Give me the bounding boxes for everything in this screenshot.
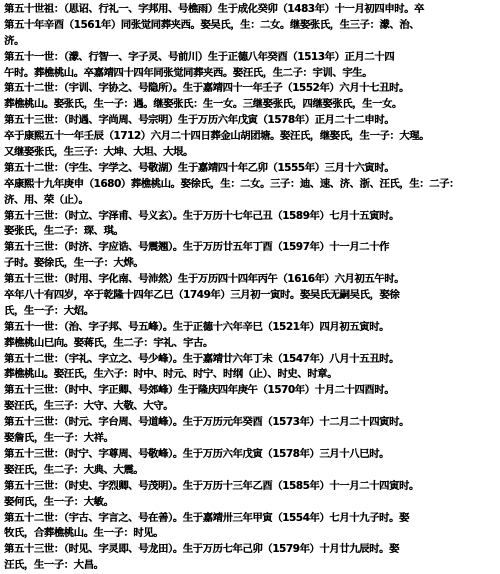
text-line: 第五十三世：（时见、字灵即、号龙田）。生于万历七年己卯（1579年）十月廿九辰时。娶 (4, 543, 399, 556)
text-line: 第五十三世：（时立、字泽甫、号义玄）。生于万历十七年己丑（1589年）七月十五寅时。 (4, 209, 399, 222)
text-line: 卒年八十有四岁，卒于乾隆十四年乙巳（1749年）三月初一寅时。娶吴氏无嗣吴氏，娶徐 (4, 289, 400, 302)
text-line: 第五十三世：（时元、字台周、号道峰）。生于万历元年癸酉（1573年）十二月二十四寅时。 (4, 416, 409, 429)
text-line: 娶张氏，生二子：琛、琪。 (4, 225, 124, 238)
text-line: 第五十三世：（时中、字正卿、号郊峰）生于隆庆四年庚午（1570年）十月二十四酉时。 (4, 384, 395, 397)
text-line: 娶詹氏，生一子：大祥。 (4, 432, 114, 445)
text-line: 第五十三世：（时宁、字尊周、号敬峰）。生于万历六年戊寅（1578年）三月十八巳时。 (4, 447, 389, 460)
text-line: 第五十三世：（时史、字烈卿、号茂明）。生于万历十三年乙酉（1585年）十一月二十四寅时。 (4, 479, 419, 492)
text-line: 葬樵桃山。娶张氏，生一子：遇。继娶张氏：生一女。三继娶张氏，四继娶张氏，生一女。 (4, 98, 402, 111)
text-line: 第五十年辛酉（1561年）同张觉同葬夹西。娶吴氏，生：二女。继娶张氏，生三子：濛、治、 (4, 18, 420, 31)
text-line: 娶汪氏，生三子：大守、大敬、大守。 (4, 400, 174, 413)
text-line: 葬樵桃山巳向。娶蒋氏，生二子：宇礼、宇古。 (4, 336, 213, 349)
text-line: 又继娶张氏，生三子：大坤、大坦、大垠。 (4, 146, 193, 159)
text-line: 第五十三世：（时济、字应诰、号震翘）。生于万历廿五年丁酉（1597年）十一月二十作 (4, 241, 389, 254)
text-line: 第五十三世：（时遇、字尚周、号宗明）生于万历六年戊寅（1578年）正月二十二申时。 (4, 114, 395, 127)
text-line: 济、用、荣（止）。 (4, 193, 89, 206)
text-line: 午时。葬樵桃山。卒嘉靖四十四年同张觉同葬夹西。娶汪氏，生二子：宇训、宇生。 (4, 66, 373, 79)
text-line: 第五十二世：（宇古、字言之、号在善）。生于嘉靖卅三年甲寅（1554年）七月十九子时。娶 (4, 511, 409, 524)
text-line: 卒于康熙五十一年壬辰（1712）六月二十四日葬金山胡团塘。娶汪氏，继娶氏，生一子：大瑆。 (4, 130, 430, 143)
text-line: 第五十一世：（濛、行智一、字子灵、号前川）生于正德八年癸酉（1513年）正月二十四 (4, 50, 395, 63)
text-line: 娶何氏，生一子：大敏。 (4, 495, 114, 508)
text-line: 娶汪氏，生二子：大典、大震。 (4, 463, 144, 476)
text-line: 第五十三世：（时用、字化南、号沛然）生于万历四十四年丙午（1616年）六月初五午时。 (4, 273, 405, 286)
text-line: 牧氏，合葬樵桃山。生一子：时见。 (4, 527, 164, 540)
text-line: 葬樵桃山。娶汪氏，生六子：时中、时元、时宁、时纲（止）、时史、时章。 (4, 368, 338, 381)
text-line: 汪氏，生一子：大昌。 (4, 559, 104, 572)
text-line: 第五十一世：（治、字子邦、号五峰）。生于正德十六年辛巳（1521年）四月初五寅时。 (4, 320, 389, 333)
text-line: 济。 (4, 34, 24, 47)
text-line: 子时。娶徐氏，生一子：大烨。 (4, 257, 144, 270)
text-line: 卒康熙十九年庚申（1680）葬樵桃山。娶徐氏，生：二女。三子：迪、速、济、浙、汪氏，生：二子： (4, 177, 459, 190)
text-line: 第五十世祖：（思诏、行礼一、字邦用、号樵雨）生于成化癸卯（1483年）十一月初四申时。卒 (4, 3, 424, 15)
text-line: 第五十二世：（宇礼、字立之、号少峰）。生于嘉靖廿六年丁未（1547年）八月十五丑时。 (4, 352, 399, 365)
text-line: 氏，生一子：大炤。 (4, 304, 94, 317)
text-line: 第五十二世：（宇生、字学之、号敬湖）生于嘉靖四十年乙卯（1555年）三月十六寅时。 (4, 161, 395, 174)
text-line: 第五十二世：（宇训、字协之、号隐所）。生于嘉靖四十一年壬子（1552年）六月十七丑时。 (4, 82, 409, 95)
